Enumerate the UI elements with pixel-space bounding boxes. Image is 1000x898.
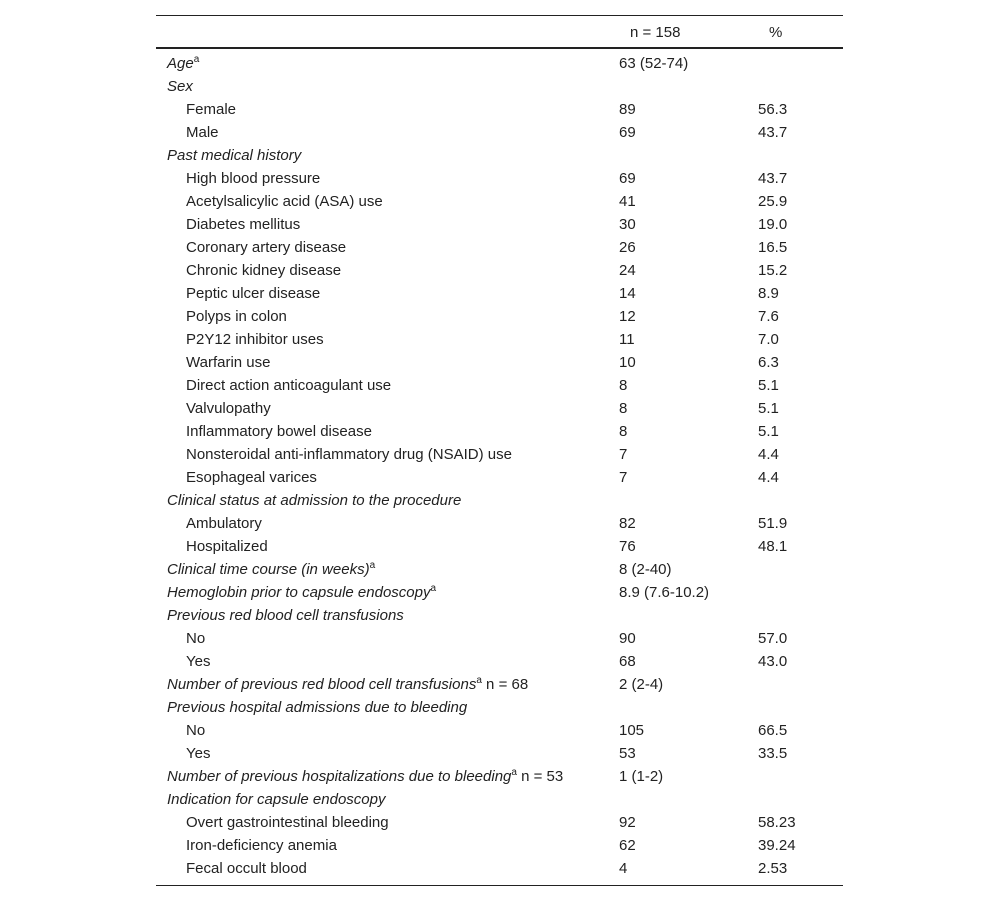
row-label-text: Number of previous hospitalizations due to bleeding <box>167 768 512 785</box>
table-row <box>156 397 843 420</box>
row-item-label <box>186 259 341 282</box>
row-percent-value: 58.23 <box>758 814 796 831</box>
header-n: n = 158 <box>630 24 681 41</box>
footnote-marker: a <box>193 54 200 65</box>
row-percent-value: 6.3 <box>758 354 779 371</box>
row-item-label <box>186 282 320 305</box>
row-n-value: 7 <box>619 446 628 463</box>
baseline-characteristics-table <box>156 15 843 886</box>
row-label-text: Female <box>186 101 237 118</box>
row-percent-value: 33.5 <box>758 745 788 762</box>
table-row <box>156 213 843 236</box>
row-item-label <box>186 627 205 650</box>
row-percent-value: 19.0 <box>758 216 788 233</box>
row-label-text: Acetylsalicylic acid (ASA) use <box>186 193 383 210</box>
row-item-label <box>186 535 268 558</box>
row-heading-label <box>167 604 404 627</box>
row-percent-value: 5.1 <box>758 423 779 440</box>
table-row <box>156 512 843 535</box>
table-row <box>156 742 843 765</box>
row-label-text: Hospitalized <box>186 538 268 555</box>
row-item-label <box>186 512 262 535</box>
row-n-value: 12 <box>619 308 636 325</box>
row-percent-value: 56.3 <box>758 101 788 118</box>
row-n-value: 63 (52-74) <box>619 55 689 72</box>
row-n-value: 1 (1-2) <box>619 768 664 785</box>
row-label-text: P2Y12 inhibitor uses <box>186 331 324 348</box>
row-label-text: Yes <box>186 745 211 762</box>
header-percent: % <box>769 24 783 41</box>
table-row <box>156 351 843 374</box>
table-row <box>156 535 843 558</box>
bottom-rule <box>156 885 843 886</box>
row-item-label <box>186 719 205 742</box>
table-row <box>156 765 843 788</box>
table-row <box>156 282 843 305</box>
row-item-label <box>186 328 324 351</box>
row-n-value: 105 <box>619 722 645 739</box>
row-item-label <box>186 857 307 880</box>
row-percent-value: 48.1 <box>758 538 788 555</box>
table-row <box>156 121 843 144</box>
row-percent-value: 43.7 <box>758 170 788 187</box>
row-percent-value: 7.0 <box>758 331 779 348</box>
row-label-text: Previous hospital admissions due to bleeding <box>167 699 468 716</box>
row-heading-label <box>167 673 528 696</box>
row-label-text: Male <box>186 124 219 141</box>
table-row <box>156 236 843 259</box>
row-item-label <box>186 650 210 673</box>
row-item-label <box>186 305 287 328</box>
row-n-value: 24 <box>619 262 636 279</box>
table-row <box>156 374 843 397</box>
row-label-text: Valvulopathy <box>186 400 271 417</box>
row-item-label <box>186 167 320 190</box>
row-n-value: 8 <box>619 423 628 440</box>
table-row <box>156 52 843 75</box>
table-row <box>156 190 843 213</box>
row-heading-label <box>167 581 436 604</box>
row-item-label <box>186 834 337 857</box>
row-percent-value: 2.53 <box>758 860 788 877</box>
row-label-text: Esophageal varices <box>186 469 317 486</box>
table-row <box>156 604 843 627</box>
row-percent-value: 51.9 <box>758 515 788 532</box>
row-label-text: Iron-deficiency anemia <box>186 837 337 854</box>
row-label-text: Sex <box>167 78 193 95</box>
table-row <box>156 857 843 880</box>
table-header <box>156 16 843 47</box>
row-n-value: 41 <box>619 193 636 210</box>
row-item-label <box>186 213 300 236</box>
row-label-text: Number of previous red blood cell transfusions <box>167 676 477 693</box>
row-label-text: Nonsteroidal anti-inflammatory drug (NSAID) use <box>186 446 512 463</box>
row-percent-value: 66.5 <box>758 722 788 739</box>
row-n-value: 30 <box>619 216 636 233</box>
row-n-value: 4 <box>619 860 628 877</box>
row-item-label <box>186 351 270 374</box>
table-row <box>156 581 843 604</box>
row-label-text: Chronic kidney disease <box>186 262 342 279</box>
row-item-label <box>186 98 236 121</box>
row-n-value: 69 <box>619 170 636 187</box>
table-row <box>156 420 843 443</box>
row-label-text: Age <box>167 55 194 72</box>
row-percent-value: 5.1 <box>758 377 779 394</box>
row-item-label <box>186 811 389 834</box>
table-row <box>156 443 843 466</box>
row-label-text: No <box>186 630 206 647</box>
table-row <box>156 259 843 282</box>
row-percent-value: 5.1 <box>758 400 779 417</box>
row-percent-value: 16.5 <box>758 239 788 256</box>
table-row <box>156 558 843 581</box>
table-row <box>156 328 843 351</box>
row-percent-value: 7.6 <box>758 308 779 325</box>
row-n-value: 62 <box>619 837 636 854</box>
table-body <box>156 49 843 885</box>
row-label-text: Clinical status at admission to the procedure <box>167 492 462 509</box>
row-n-value: 92 <box>619 814 636 831</box>
row-percent-value: 43.7 <box>758 124 788 141</box>
row-heading-label <box>167 489 461 512</box>
row-n-value: 90 <box>619 630 636 647</box>
row-item-label <box>186 443 512 466</box>
table-row <box>156 650 843 673</box>
table-row <box>156 305 843 328</box>
row-heading-label <box>167 788 385 811</box>
table-row <box>156 834 843 857</box>
row-n-value: 89 <box>619 101 636 118</box>
table-row <box>156 75 843 98</box>
row-item-label <box>186 374 391 397</box>
row-item-label <box>186 420 372 443</box>
row-heading-label <box>167 144 301 167</box>
row-percent-value: 39.24 <box>758 837 796 854</box>
row-item-label <box>186 397 271 420</box>
row-label-text: Coronary artery disease <box>186 239 347 256</box>
footnote-marker: a <box>369 560 376 571</box>
row-percent-value: 4.4 <box>758 446 779 463</box>
table-row <box>156 167 843 190</box>
row-label-text: Overt gastrointestinal bleeding <box>186 814 389 831</box>
row-label-text: Yes <box>186 653 211 670</box>
row-n-value: 10 <box>619 354 636 371</box>
row-label-text: No <box>186 722 206 739</box>
row-n-value: 8 <box>619 400 628 417</box>
row-percent-value: 25.9 <box>758 193 788 210</box>
row-n-value: 8 <box>619 377 628 394</box>
row-label-text: Clinical time course (in weeks) <box>167 561 370 578</box>
table-row <box>156 144 843 167</box>
row-item-label <box>186 742 210 765</box>
table-row <box>156 673 843 696</box>
row-item-label <box>186 236 346 259</box>
row-n-value: 68 <box>619 653 636 670</box>
row-item-label <box>186 466 317 489</box>
table-row <box>156 98 843 121</box>
row-heading-label <box>167 558 375 581</box>
row-n-value: 8.9 (7.6-10.2) <box>619 584 710 601</box>
row-n-value: 11 <box>619 331 635 348</box>
table-row <box>156 466 843 489</box>
row-heading-label <box>167 696 467 719</box>
footnote-marker: a <box>511 767 517 778</box>
row-n-value: 82 <box>619 515 636 532</box>
row-heading-label <box>167 52 199 75</box>
footnote-marker: a <box>430 583 437 594</box>
row-label-text: Indication for capsule endoscopy <box>167 791 386 808</box>
table-row <box>156 811 843 834</box>
row-label-text: Peptic ulcer disease <box>186 285 321 302</box>
row-label-text: Hemoglobin prior to capsule endoscopy <box>167 584 431 601</box>
row-n-value: 2 (2-4) <box>619 676 664 693</box>
row-label-text: Diabetes mellitus <box>186 216 301 233</box>
row-label-text: Previous red blood cell transfusions <box>167 607 404 624</box>
row-item-label <box>186 121 219 144</box>
row-label-text: Warfarin use <box>186 354 271 371</box>
row-percent-value: 15.2 <box>758 262 788 279</box>
row-label-text: Ambulatory <box>186 515 262 532</box>
row-percent-value: 57.0 <box>758 630 788 647</box>
row-item-label <box>186 190 383 213</box>
row-label-text: Past medical history <box>167 147 302 164</box>
row-n-value: 76 <box>619 538 636 555</box>
row-n-value: 7 <box>619 469 628 486</box>
row-n-value: 14 <box>619 285 636 302</box>
row-label-text: High blood pressure <box>186 170 321 187</box>
row-percent-value: 4.4 <box>758 469 779 486</box>
row-label-text: Direct action anticoagulant use <box>186 377 392 394</box>
row-n-value: 26 <box>619 239 636 256</box>
table-row <box>156 696 843 719</box>
row-subgroup-count: n = 68 <box>481 676 529 693</box>
row-n-value: 53 <box>619 745 636 762</box>
table-row <box>156 788 843 811</box>
row-heading-label <box>167 75 193 98</box>
row-n-value: 69 <box>619 124 636 141</box>
row-percent-value: 8.9 <box>758 285 779 302</box>
row-subgroup-count: n = 53 <box>516 768 564 785</box>
row-label-text: Polyps in colon <box>186 308 287 325</box>
row-label-text: Inflammatory bowel disease <box>186 423 372 440</box>
row-heading-label <box>167 765 563 788</box>
table-row <box>156 489 843 512</box>
table-row <box>156 719 843 742</box>
row-n-value: 8 (2-40) <box>619 561 672 578</box>
row-label-text: Fecal occult blood <box>186 860 307 877</box>
row-percent-value: 43.0 <box>758 653 788 670</box>
footnote-marker: a <box>476 675 482 686</box>
table-row <box>156 627 843 650</box>
